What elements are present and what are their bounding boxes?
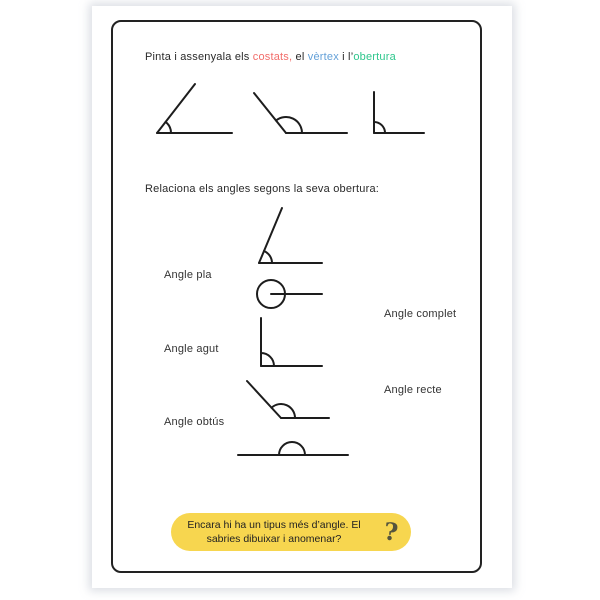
label-angle-pla: Angle pla: [164, 269, 212, 281]
label-angle-obtus: Angle obtús: [164, 416, 225, 428]
obtuse-angle-example-figure: [247, 88, 351, 140]
worksheet-page: [92, 6, 512, 588]
hint-line1: Encara hi ha un tipus més d’angle. El: [187, 519, 361, 531]
straight-angle-match-figure: [236, 438, 350, 460]
label-angle-complet: Angle complet: [384, 308, 457, 320]
hint-text: [181, 518, 367, 546]
label-angle-recte: Angle recte: [384, 384, 442, 396]
question-mark-icon: ?: [382, 516, 400, 547]
word-obertura: obertura: [353, 51, 396, 63]
label-angle-agut: Angle agut: [164, 343, 219, 355]
complete-angle-match-figure: [255, 277, 325, 311]
word-costats: costats,: [252, 51, 293, 63]
instruction1-sep1: el: [292, 51, 308, 63]
hint-box: [171, 513, 411, 551]
instruction-match-angles: Relaciona els angles segons la seva obertura:: [145, 183, 380, 195]
worksheet-border-frame: [111, 20, 482, 573]
acute-angle-example-figure: [149, 80, 237, 140]
hint-line2: sabries dibuixar i anomenar?: [206, 533, 342, 545]
instruction1-prefix: Pinta i assenyala els: [145, 51, 253, 63]
right-angle-match-figure: [255, 316, 325, 372]
right-angle-example-figure: [369, 88, 429, 140]
acute-angle-match-figure: [252, 203, 327, 268]
instruction1-sep2: i l’: [338, 51, 354, 63]
instruction-paint-sides: [145, 50, 396, 64]
word-vertex: vèrtex: [307, 51, 339, 63]
obtuse-angle-match-figure: [242, 378, 333, 424]
